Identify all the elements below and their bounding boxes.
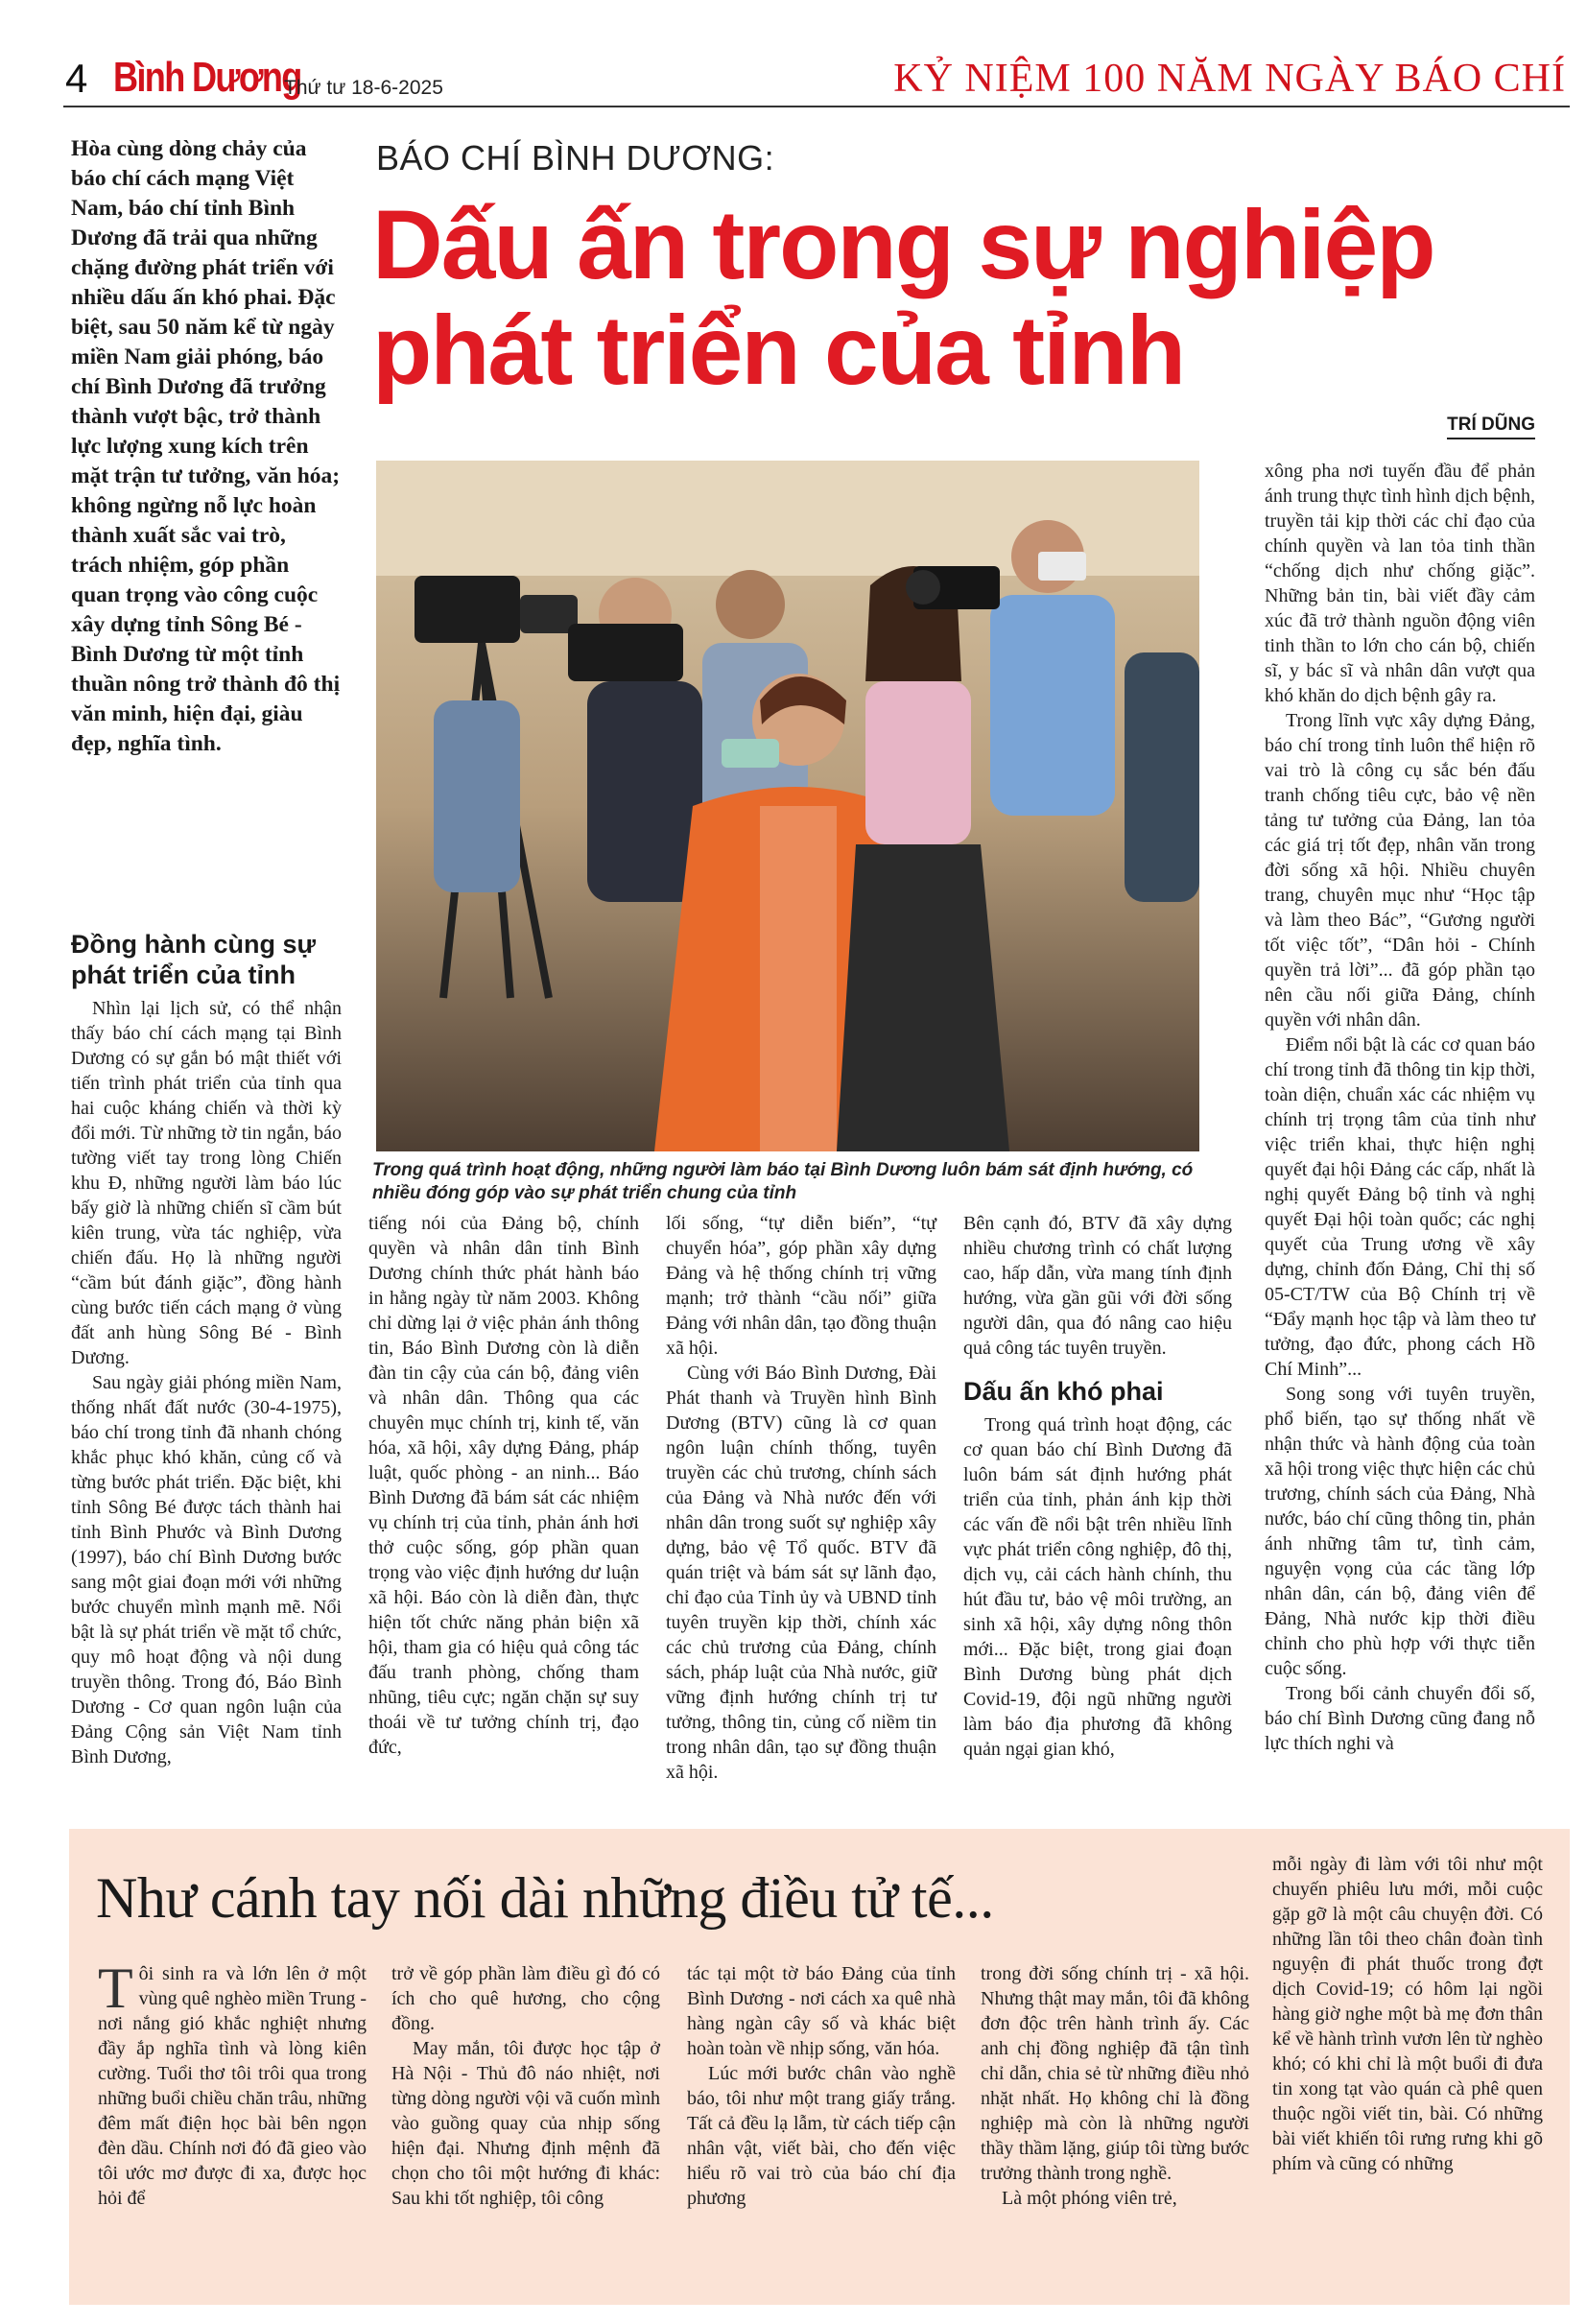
article-kicker: BÁO CHÍ BÌNH DƯƠNG: (376, 138, 775, 178)
paragraph-text: ôi sinh ra và lớn lên ở một vùng quê nghèo miền Trung - nơi nắng gió khắc nghiệt nhưng đầy ắp nghĩa tình và lòng kiên cường. Tuổi thơ tôi trôi qua trong những buổi chiều chăn trâu, những đêm mất điện học bài bên ngọn đèn dầu. Chính nơi đó đã gieo vào tôi ước mơ được đi xa, được học hỏi để (98, 1963, 367, 2209)
paragraph (98, 1956, 367, 2211)
paragraph: Bên cạnh đó, BTV đã xây dựng nhiều chương trình có chất lượng cao, hấp dẫn, vừa mang tính định hướng, vừa gần gũi với đời sống người dân, qua đó nâng cao hiệu quả công tác tuyên truyền. (963, 1213, 1232, 1359)
paragraph: mỗi ngày đi làm với tôi như một chuyến phiêu lưu mới, mỗi cuộc gặp gỡ là một câu chuyện đời. Có những lần tôi theo chân đoàn tình nguyện đi phát thuốc trong đợt dịch Covid-19; có hôm lại ngồi hàng giờ nghe một bà mẹ đơn thân kể về hành trình vươn lên từ nghèo khó; có khi chỉ là một buổi đi đưa tin xong tạt vào quán cà phê quen thuộc ngồi viết tin, bài. Có những bài viết khiến tôi rưng rưng khi gõ phím và cũng có những (1272, 1854, 1543, 2174)
paragraph: Nhìn lại lịch sử, có thể nhận thấy báo chí cách mạng tại Bình Dương có sự gắn bó mật thiết với tiến trình phát triển của tỉnh qua hai cuộc kháng chiến và thời kỳ đổi mới. Từ những tờ tin ngắn, báo tường viết tay trong lòng Chiến khu Đ, những người làm báo lúc bấy giờ là những chiến sĩ cầm bút kiên trung, vừa tác nghiệp, vừa chiến đấu. Họ là những người “cầm bút đánh giặc”, đồng hành cùng bước tiến cách mạng ở vùng đất anh hùng Sông Bé - Bình Dương. (71, 998, 342, 1368)
paragraph: Sau ngày giải phóng miền Nam, thống nhất đất nước (30-4-1975), báo chí trong tỉnh đã nhanh chóng khắc phục khó khăn, củng cố và từng bước phát triển. Đặc biệt, khi tỉnh Sông Bé được tách thành hai tỉnh Bình Phước và Bình Dương (1997), báo chí Bình Dương bước sang một giai đoạn mới với những bước chuyển mình mạnh mẽ. Nổi bật là sự phát triển về mặt tổ chức, quy mô hoạt động và nội dung truyền thông. Trong đó, Báo Bình Dương - Cơ quan ngôn luận của Đảng Cộng sản Việt Nam tỉnh Bình Dương, (71, 1372, 342, 1767)
paragraph: Trong lĩnh vực xây dựng Đảng, báo chí trong tỉnh luôn thể hiện rõ vai trò là công cụ sắc bén đấu tranh chống tiêu cực, bảo vệ nền tảng tư tưởng của Đảng, lan tỏa các giá trị tốt đẹp, nhân văn trong đời sống xã hội. Nhiều chuyên trang, chuyên mục như “Học tập và làm theo Bác”, “Gương người tốt việc tốt”, “Dân hỏi - Chính quyền trả lời”... đã góp phần tạo nên cầu nối giữa Đảng, chính quyền với nhân dân. (1265, 710, 1535, 1031)
essay-column-5 (1272, 1852, 1543, 2176)
publication-date: Thứ tư 18-6-2025 (284, 77, 443, 99)
paragraph: Trong bối cảnh chuyển đổi số, báo chí Bình Dương cũng đang nỗ lực thích nghi và (1265, 1683, 1535, 1754)
header-divider (63, 106, 1570, 107)
essay-column-2 (391, 1961, 660, 2211)
column-2 (368, 1211, 639, 1760)
article-photo (376, 461, 1199, 1151)
page-number: 4 (65, 56, 88, 101)
article-headline (372, 192, 1524, 403)
subhead-dau-an: Dấu ấn khó phai (963, 1377, 1164, 1406)
column-1 (71, 996, 342, 1769)
paragraph: Song song với tuyên truyền, phổ biến, tạo sự thống nhất về nhận thức và hành động của toàn xã hội trong việc thực hiện các chủ trương, chính sách của Đảng, Nhà nước, báo chí cũng thông tin, phản ánh những tâm tư, tình cảm, nguyện vọng của các tầng lớp nhân dân, cán bộ, đảng viên để Đảng, Nhà nước kịp thời điều chỉnh cho phù hợp với thực tiễn cuộc sống. (1265, 1384, 1535, 1679)
drop-cap: T (98, 1956, 133, 2020)
article-lead: Hòa cùng dòng chảy của báo chí cách mạng Việt Nam, báo chí tỉnh Bình Dương đã trải qua những chặng đường phát triển với nhiều dấu ấn khó phai. Đặc biệt, sau 50 năm kể từ ngày miền Nam giải phóng, báo chí Bình Dương đã trưởng thành vượt bậc, trở thành lực lượng xung kích trên mặt trận tư tưởng, văn hóa; không ngừng nỗ lực hoàn thành xuất sắc vai trò, trách nhiệm, góp phần quan trọng vào công cuộc xây dựng tỉnh Sông Bé - Bình Dương từ một tỉnh thuần nông trở thành đô thị văn minh, hiện đại, giàu đẹp, nghĩa tình. (71, 136, 341, 756)
essay-column-3 (687, 1961, 956, 2211)
paragraph: Trong quá trình hoạt động, các cơ quan báo chí Bình Dương đã luôn bám sát định hướng phát triển của tỉnh, phản ánh kịp thời các vấn đề nổi bật trên nhiều lĩnh vực phát triển công nghiệp, đô thị, dịch vụ, cải cách hành chính, thu hút đầu tư, bảo vệ môi trường, an sinh xã hội, xây dựng nông thôn mới... Đặc biệt, trong giai đoạn Bình Dương bùng phát dịch Covid-19, đội ngũ những người làm báo địa phương đã không quản ngại gian khó, (963, 1414, 1232, 1760)
headline-line-2: phát triển của tỉnh (372, 296, 1185, 405)
paragraph: tác tại một tờ báo Đảng của tỉnh Bình Dương - nơi cách xa quê nhà hàng ngàn cây số và khác biệt hoàn toàn về nhịp sống, văn hóa. (687, 1963, 956, 2059)
photo-caption: Trong quá trình hoạt động, những người làm báo tại Bình Dương luôn bám sát định hướng, có nhiều đóng góp vào sự phát triển chung của tỉnh (372, 1160, 1194, 1203)
paragraph: lối sống, “tự diễn biến”, “tự chuyển hóa”, góp phần xây dựng Đảng và hệ thống chính trị vững mạnh; trở thành “cầu nối” giữa Đảng với nhân dân, tạo đồng thuận xã hội. (666, 1213, 936, 1359)
paragraph: trở về góp phần làm điều gì đó có ích cho quê hương, cho cộng đồng. (391, 1963, 660, 2034)
column-3 (666, 1211, 936, 1785)
essay-column-1 (98, 1956, 367, 2211)
essay-column-4 (981, 1961, 1249, 2211)
paragraph: trong đời sống chính trị - xã hội. Nhưng thật may mắn, tôi đã không đơn độc trên hành trình ấy. Các anh chị đồng nghiệp đã tận tình chỉ dẫn, chia sẻ từ những điều nhỏ nhặt nhất. Họ không chỉ là đồng nghiệp mà còn là những người thầy thầm lặng, giúp tôi từng bước trưởng thành trong nghề. (981, 1963, 1249, 2184)
paragraph: May mắn, tôi được học tập ở Hà Nội - Thủ đô náo nhiệt, nơi từng dòng người vội vã cuốn mình vào guồng quay của nhịp sống hiện đại. Nhưng định mệnh đã chọn cho tôi một hướng đi khác: Sau khi tốt nghiệp, tôi công (391, 2038, 660, 2209)
paragraph: Điểm nổi bật là các cơ quan báo chí trong tỉnh đã thông tin kịp thời, toàn diện, chuẩn xác các nhiệm vụ chính trị trọng tâm của tỉnh như việc triển khai, thực hiện nghị quyết đại hội Đảng các cấp, nhất là nghị quyết Đảng bộ tỉnh và nghị quyết Đại hội toàn quốc; các nghị quyết của Trung ương về xây dựng, chỉnh đốn Đảng, Chỉ thị số 05-CT/TW của Bộ Chính trị về “Đẩy mạnh học tập và làm theo tư tưởng, đạo đức, phong cách Hồ Chí Minh”... (1265, 1034, 1535, 1380)
photo-journalists-illustration (376, 461, 1199, 1151)
byline: TRÍ DŨNG (1447, 415, 1535, 439)
paragraph: tiếng nói của Đảng bộ, chính quyền và nhân dân tỉnh Bình Dương chính thức phát hành báo in hằng ngày từ năm 2003. Không chỉ dừng lại ở việc phản ánh thông tin, Báo Bình Dương còn là diễn đàn tin cậy của cán bộ, đảng viên và nhân dân. Thông qua các chuyên mục chính trị, kinh tế, văn hóa, xã hội, xây dựng Đảng, pháp luật, quốc phòng - an ninh... Báo Bình Dương đã bám sát các nhiệm vụ chính trị của tỉnh, phản ánh hơi thở cuộc sống, góp phần quan trọng vào việc định hướng dư luận xã hội. Báo còn là diễn đàn, thực hiện tốt chức năng phản biện xã hội, tham gia có hiệu quả công tác đấu tranh phòng, chống tham nhũng, tiêu cực; ngăn chặn sự suy thoái về tư tưởng chính trị, đạo đức, (368, 1213, 639, 1758)
subhead-dong-hanh: Đồng hành cùng sự phát triển của tỉnh (71, 930, 317, 989)
paragraph: Cùng với Báo Bình Dương, Đài Phát thanh và Truyền hình Bình Dương (BTV) cũng là cơ quan ngôn luận chính thống, tuyên truyền các chủ trương, chính sách của Đảng và Nhà nước đến với nhân dân trong suốt sự nghiệp xây dựng, bảo vệ Tổ quốc. BTV đã quán triệt và bám sát sự lãnh đạo, chỉ đạo của Tỉnh ủy và UBND tỉnh tuyên truyền kịp thời, chính xác các chủ trương của Đảng, chính sách, pháp luật của Nhà nước, giữ vững định hướng chính trị tư tưởng, thông tin, củng cố niềm tin trong nhân dân, tạo sự đồng thuận xã hội. (666, 1363, 936, 1783)
paragraph: Lúc mới bước chân vào nghề báo, tôi như một trang giấy trắng. Tất cả đều lạ lẫm, từ cách tiếp cận nhân vật, viết bài, cho đến việc hiểu rõ vai trò của báo chí địa phương (687, 2063, 956, 2209)
paragraph: Là một phóng viên trẻ, (1002, 2188, 1177, 2209)
headline-line-1: Dấu ấn trong sự nghiệp (372, 190, 1434, 299)
masthead-logo: Bình Dương (113, 54, 301, 101)
essay-title: Như cánh tay nối dài những điều tử tế... (96, 1866, 994, 1930)
column-4 (963, 1211, 1232, 1762)
paragraph: xông pha nơi tuyến đầu để phản ánh trung thực tình hình dịch bệnh, truyền tải kịp thời các chỉ đạo của chính quyền và lan tỏa tinh thần “chống dịch như chống giặc”. Những bản tin, bài viết đầy cảm xúc đã trở thành nguồn động viên tinh thần to lớn cho cán bộ, chiến sĩ, y bác sĩ và nhân dân vượt qua khó khăn do dịch bệnh gây ra. (1265, 461, 1535, 706)
section-title: KỶ NIỆM 100 NĂM NGÀY BÁO CHÍ (893, 57, 1566, 101)
column-5 (1265, 459, 1535, 1756)
